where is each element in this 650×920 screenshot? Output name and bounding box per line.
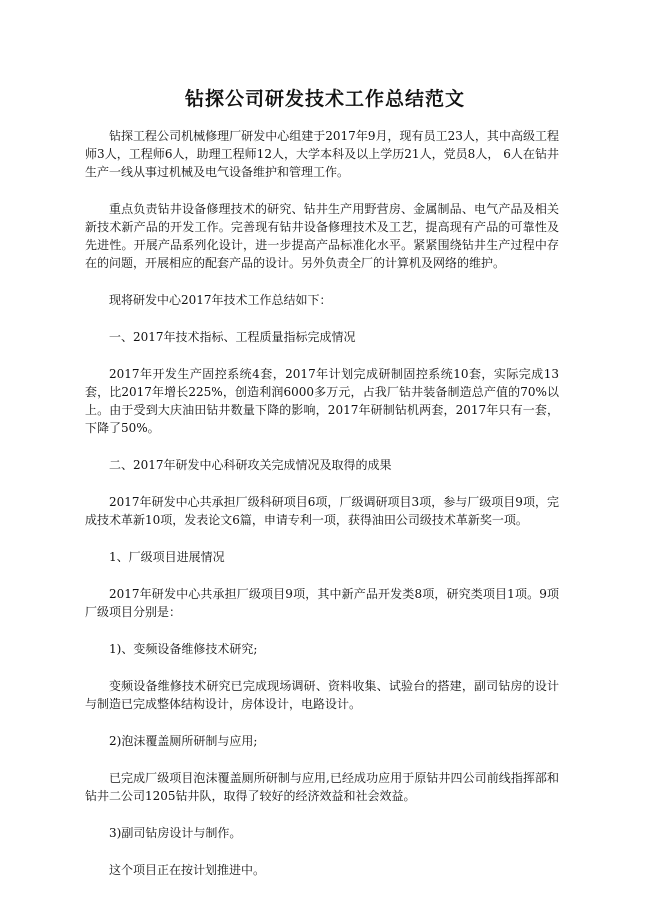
paragraph-item-1: 变频设备维修技术研究已完成现场调研、资料收集、试验台的搭建，副司钻房的设计与制造已完成整体结构设计，房体设计，电路设计。 — [85, 679, 559, 711]
paragraph-intro: 钻探工程公司机械修理厂研发中心组建于2017年9月，现有员工23人，其中高级工程师3人，工程师6人，助理工程师12人，大学本科及以上学历21人，党员8人， 6人在钻井生产一线从事过机械及电气设备维护和管理工作。 — [85, 129, 559, 179]
paragraph-summary-lead: 现将研发中心2017年技术工作总结如下： — [109, 293, 332, 307]
paragraph-section-2: 2017年研发中心共承担厂级科研项目6项，厂级调研项目3项，参与厂级项目9项，完成技术革新10项，发表论文6篇，申请专利一项，获得油田公司级技术革新奖一项。 — [85, 495, 559, 527]
paragraph-subsection-1: 2017年研发中心共承担厂级项目9项，其中新产品开发类8项，研究类项目1项。9项厂级项目分别是： — [85, 587, 559, 619]
paragraph-responsibilities: 重点负责钻井设备修理技术的研究、钻井生产用野营房、金属制品、电气产品及相关新技术新产品的开发工作。完善现有钻井设备修理技术及工艺，提高现有产品的可靠性及先进性。开展产品系列化设计，进一步提高产品标准化水平。紧紧围绕钻井生产过程中存在的问题，开展相应的配套产品的设计。另外负责全厂的计算机及网络的维护。 — [85, 202, 559, 270]
item-heading-3: 3)副司钻房设计与制作。 — [109, 826, 242, 840]
section-heading-1: 一、2017年技术指标、工程质量指标完成情况 — [109, 330, 356, 344]
subsection-heading-1: 1、厂级项目进展情况 — [109, 550, 225, 564]
paragraph-item-3: 这个项目正在按计划推进中。 — [109, 863, 266, 877]
paragraph-item-2: 已完成厂级项目泡沫覆盖厕所研制与应用,已经成功应用于原钻井四公司前线指挥部和钻井二公司1205钻井队，取得了较好的经济效益和社会效益。 — [85, 771, 559, 803]
document-body — [85, 127, 559, 898]
item-heading-2: 2)泡沫覆盖厕所研制与应用; — [109, 734, 258, 748]
item-heading-1: 1)、变频设备维修技术研究; — [109, 642, 258, 656]
paragraph-section-1: 2017年开发生产固控系统4套，2017年计划完成研制固控系统10套，实际完成13套，比2017年增长225%，创造利润6000多万元，占我厂钻井装备制造总产值的70%以上。由于受到大庆油田钻井数量下降的影响，2017年研制钻机两套，2017年只有一套，下降了50%。 — [85, 367, 559, 435]
section-heading-2: 二、2017年研发中心科研攻关完成情况及取得的成果 — [109, 458, 392, 472]
document-title: 钻探公司研发技术工作总结范文 — [184, 88, 465, 110]
